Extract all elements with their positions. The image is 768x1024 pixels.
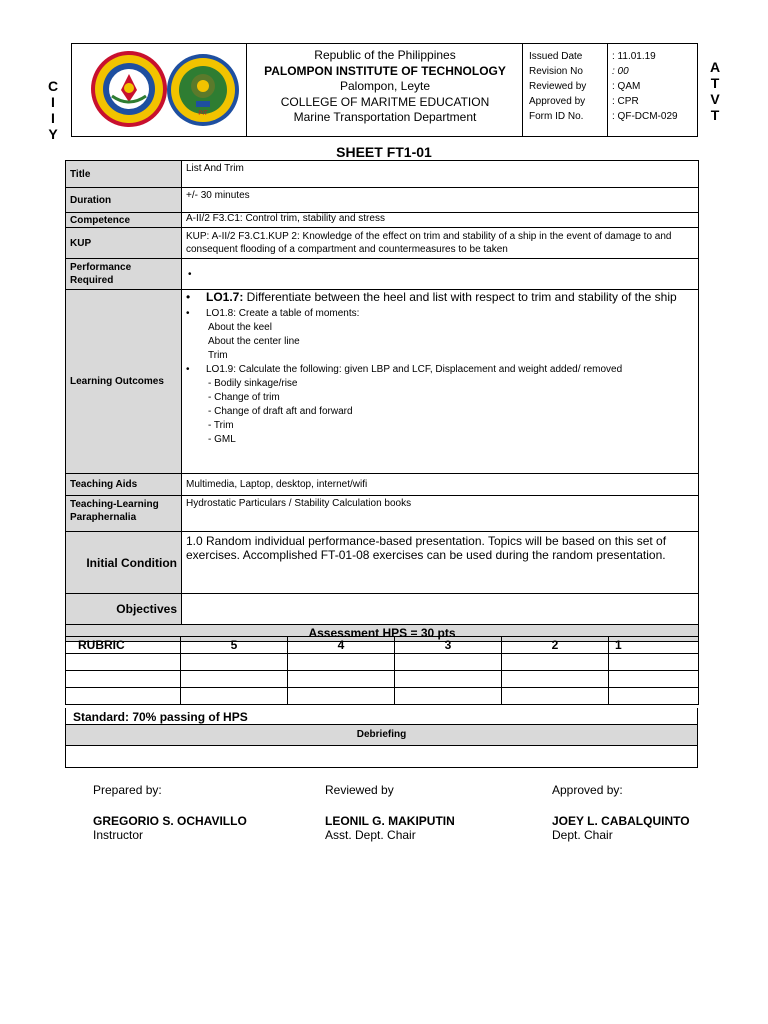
- kup-value: KUP: A-II/2 F3.C1.KUP 2: Knowledge of the effect on trim and stability of a ship in the event of damage to and consequent flooding of a compartment and countermeasures to be taken: [182, 228, 699, 259]
- signature-reviewed: [325, 783, 455, 842]
- signature-prepared: [93, 783, 247, 842]
- teaching-aids-label: Teaching Aids: [66, 474, 182, 496]
- right-letter: T: [710, 75, 720, 91]
- meta-value: : 00: [612, 66, 629, 77]
- rubric-row: [66, 654, 699, 671]
- right-college-logo: [166, 53, 240, 127]
- learning-outcomes-value: [182, 290, 699, 474]
- objectives-value: [182, 594, 699, 625]
- lesson-plan-table: [65, 160, 699, 642]
- duration-value: +/- 30 minutes: [182, 188, 699, 213]
- performance-label: Performance Required: [66, 259, 182, 290]
- header-department: Marine Transportation Department: [293, 110, 477, 124]
- right-vertical-letters: [708, 59, 722, 123]
- rubric-row: [66, 671, 699, 688]
- objectives-label: Objectives: [66, 594, 182, 625]
- lo18-item: About the center line: [208, 336, 300, 347]
- lo19-item: - Change of trim: [208, 392, 280, 403]
- left-letter: I: [51, 110, 55, 126]
- lo17-text: Differentiate between the heel and list with respect to trim and stability of the ship: [243, 290, 677, 304]
- meta-label: Form ID No.: [529, 111, 584, 122]
- meta-value: : QAM: [612, 81, 641, 92]
- lo19-item: - Trim: [208, 420, 234, 431]
- header-divider-3: [607, 43, 608, 137]
- title-value: List And Trim: [182, 161, 699, 188]
- header-line-republic: Republic of the Philippines: [314, 48, 456, 62]
- duration-label: Duration: [66, 188, 182, 213]
- lo18: • LO1.8: Create a table of moments:: [186, 308, 360, 319]
- header-institution-name: PALOMPON INSTITUTE OF TECHNOLOGY: [264, 63, 506, 78]
- left-vertical-letters: [46, 78, 60, 142]
- signature-name: JOEY L. CABALQUINTO: [552, 814, 690, 828]
- competence-value: A-II/2 F3.C1: Control trim, stability and stress: [182, 213, 699, 228]
- assessment-header: Assessment HPS = 30 pts: [66, 625, 699, 642]
- document-meta-values: [612, 49, 678, 124]
- left-letter: I: [51, 94, 55, 110]
- rubric-table: [65, 636, 699, 705]
- meta-label: Approved by: [529, 96, 586, 107]
- document-meta-labels: [529, 49, 586, 124]
- lo18-item: Trim: [208, 350, 228, 361]
- header-institution-text: [247, 44, 523, 136]
- right-letter: A: [709, 59, 721, 75]
- signature-role: Approved by:: [552, 783, 623, 797]
- meta-label: Issued Date: [529, 51, 583, 62]
- signature-title: Asst. Dept. Chair: [325, 828, 416, 842]
- paraphernalia-label: Teaching-Learning Paraphernalia: [66, 496, 182, 532]
- header-college: COLLEGE OF MARITME EDUCATION: [280, 94, 490, 109]
- meta-label: Reviewed by: [529, 81, 587, 92]
- lo19: • LO1.9: Calculate the following: given LBP and LCF, Displacement and weight added/ removed: [186, 364, 623, 375]
- signature-role: Reviewed by: [325, 783, 394, 797]
- signature-name: LEONIL G. MAKIPUTIN: [325, 814, 455, 828]
- logo-abbrev: PIT: [198, 111, 208, 117]
- standard-text: Standard: 70% passing of HPS: [73, 710, 248, 724]
- performance-value: •: [182, 259, 699, 290]
- signature-role: Prepared by:: [93, 783, 162, 797]
- rubric-score: 2: [502, 637, 609, 654]
- right-letter: T: [710, 107, 720, 123]
- initial-condition-value: 1.0 Random individual performance-based presentation. Topics will be based on this set of exercises. Accomplished FT-01-08 exercises can be used during the random presentation.: [182, 532, 699, 594]
- rubric-score: 4: [288, 637, 395, 654]
- lo19-item: - Bodily sinkage/rise: [208, 378, 298, 389]
- sheet-title: SHEET FT1-01: [336, 144, 432, 160]
- kup-label: KUP: [66, 228, 182, 259]
- rubric-row: [66, 688, 699, 705]
- rubric-score: 3: [395, 637, 502, 654]
- lo18-item: About the keel: [208, 322, 272, 333]
- meta-value: : CPR: [612, 96, 639, 107]
- rubric-score: 1: [609, 637, 699, 654]
- right-letter: V: [710, 91, 720, 107]
- paraphernalia-value: Hydrostatic Particulars / Stability Calculation books: [182, 496, 699, 532]
- debriefing-content: [65, 745, 698, 768]
- rubric-label: RUBRIC: [66, 637, 181, 654]
- meta-label: Revision No: [529, 66, 583, 77]
- header-location: Palompon, Leyte: [339, 79, 431, 93]
- signature-title: Dept. Chair: [552, 828, 613, 842]
- title-label: Title: [66, 161, 182, 188]
- lo19-item: - Change of draft aft and forward: [208, 406, 353, 417]
- teaching-aids-value: Multimedia, Laptop, desktop, internet/wifi: [182, 474, 699, 496]
- left-institution-logo: [90, 50, 168, 128]
- learning-outcomes-label: Learning Outcomes: [66, 290, 182, 474]
- initial-condition-label: Initial Condition: [66, 532, 182, 594]
- left-letter: Y: [48, 126, 58, 142]
- signature-name: GREGORIO S. OCHAVILLO: [93, 814, 247, 828]
- signature-approved: [552, 783, 690, 842]
- debriefing-header: [65, 724, 698, 746]
- left-letter: C: [47, 78, 59, 94]
- competence-label: Competence: [66, 213, 182, 228]
- rubric-score: 5: [181, 637, 288, 654]
- meta-value: : 11.01.19: [612, 51, 656, 62]
- lo19-item: - GML: [208, 434, 236, 445]
- lo17-head: LO1.7:: [206, 290, 244, 304]
- lo17: • LO1.7: Differentiate between the heel and list with respect to trim and stability of the ship: [186, 290, 677, 304]
- signature-title: Instructor: [93, 828, 144, 842]
- debriefing-label: Debriefing: [356, 729, 407, 740]
- meta-value: : QF-DCM-029: [612, 111, 678, 122]
